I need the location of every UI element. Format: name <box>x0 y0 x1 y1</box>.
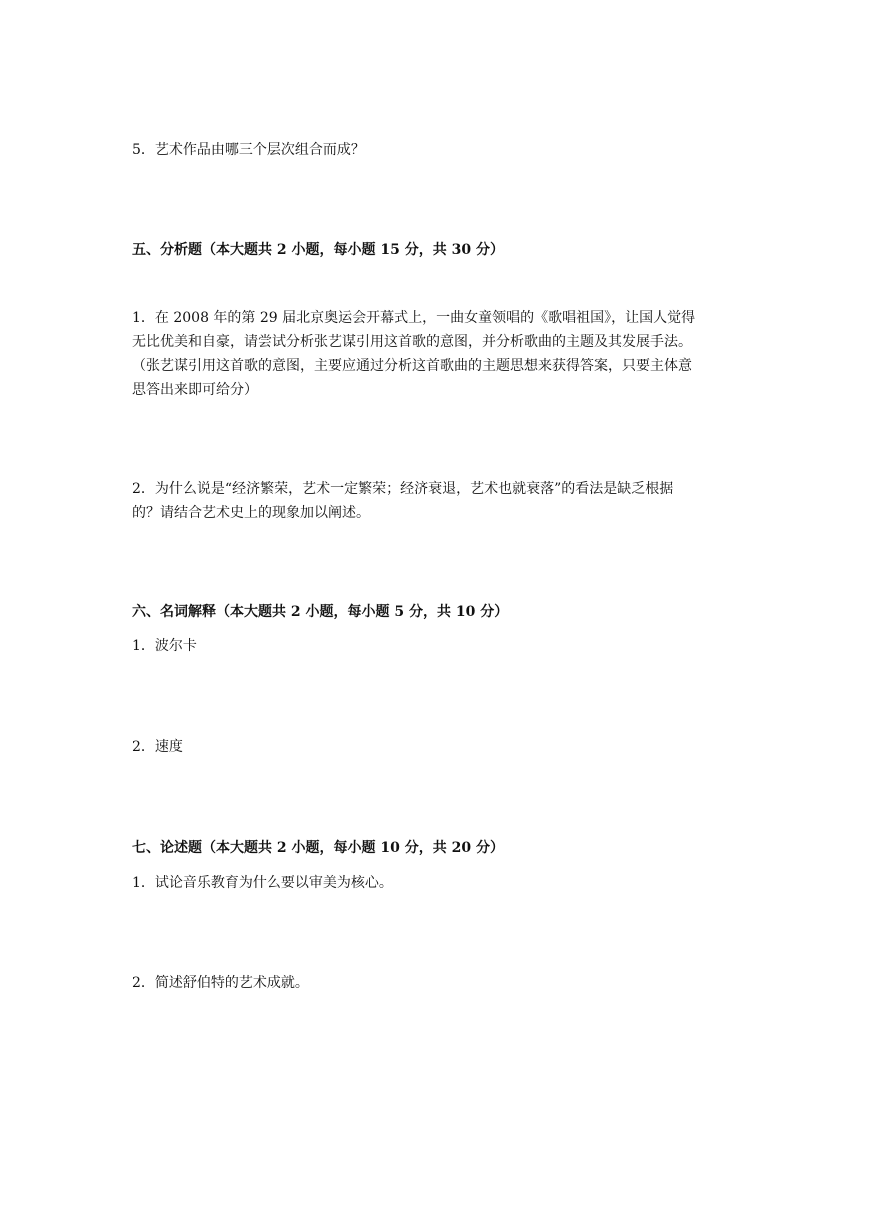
section-5-q1-line-1: 1．在 2008 年的第 29 届北京奥运会开幕式上，一曲女童领唱的《歌唱祖国》，让国人觉得 <box>132 310 696 326</box>
section-7-q2: 2．简述舒伯特的艺术成就。 <box>132 975 309 991</box>
section-5-q1-line-2: 无比优美和自豪，请尝试分析张艺谋引用这首歌的意图，并分析歌曲的主题及其发展手法。 <box>132 334 692 350</box>
section-6-heading: 六、名词解释（本大题共 2 小题，每小题 5 分，共 10 分） <box>132 604 509 620</box>
section-7-q1: 1．试论音乐教育为什么要以审美为核心。 <box>132 875 393 891</box>
section-6-q2: 2．速度 <box>132 739 183 755</box>
section-5-q2-line-1: 2．为什么说是“经济繁荣，艺术一定繁荣；经济衰退，艺术也就衰落”的看法是缺乏根据 <box>132 481 674 497</box>
section-5-q1-line-4: 思答出来即可给分） <box>132 382 258 398</box>
section-5-q1-line-3: （张艺谋引用这首歌的意图，主要应通过分析这首歌曲的主题思想来获得答案，只要主体意 <box>132 358 692 374</box>
question-5: 5．艺术作品由哪三个层次组合而成？ <box>132 142 365 158</box>
section-6-q1: 1．波尔卡 <box>132 638 197 654</box>
section-5-heading: 五、分析题（本大题共 2 小题，每小题 15 分，共 30 分） <box>132 242 504 258</box>
section-5-q2-line-2: 的？请结合艺术史上的现象加以阐述。 <box>132 505 370 521</box>
section-7-heading: 七、论述题（本大题共 2 小题，每小题 10 分，共 20 分） <box>132 840 504 856</box>
